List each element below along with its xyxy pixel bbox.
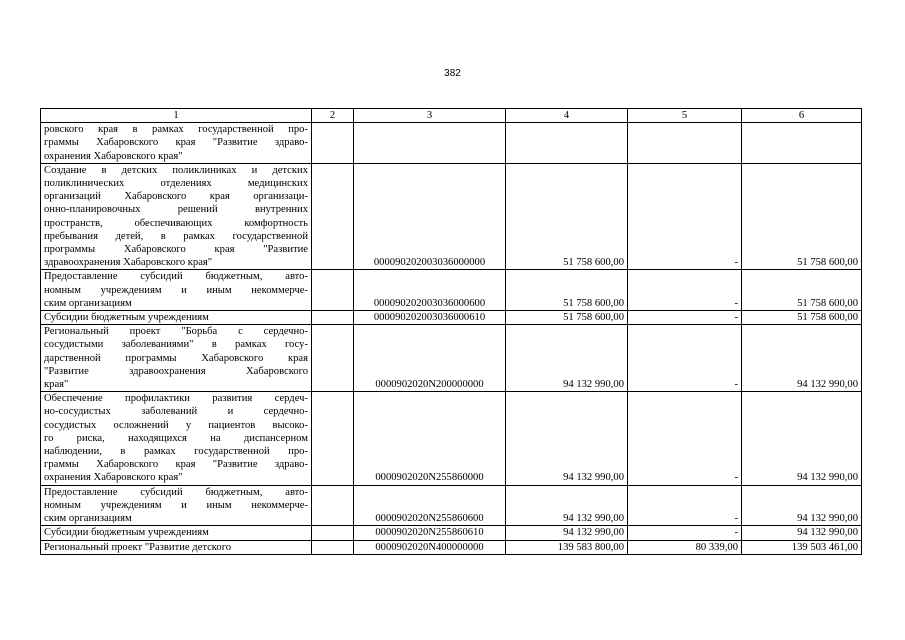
table-row — [41, 540, 862, 554]
description-line: Обеспечение профилактики развития сердеч- — [44, 393, 308, 405]
description-line: граммы Хабаровского края "Развитие здраво- — [44, 137, 308, 149]
amount-column-6: 94 132 990,00 — [742, 485, 862, 526]
description-line: ским организациям — [44, 513, 132, 525]
description-line: Создание в детских поликлиниках и детских — [44, 164, 308, 176]
amount-column-4: 94 132 990,00 — [506, 485, 628, 526]
description-line: края" — [44, 379, 69, 391]
amount-column-5: - — [628, 526, 742, 540]
budget-code: 000090202003036000000 — [354, 163, 506, 270]
column-header: 6 — [742, 109, 862, 123]
column-header: 2 — [312, 109, 354, 123]
row-description — [41, 311, 312, 325]
budget-code: 000090202003036000600 — [354, 270, 506, 311]
column-header: 3 — [354, 109, 506, 123]
description-line: "Развитие здравоохранения Хабаровского — [44, 365, 308, 377]
column-2-cell — [312, 311, 354, 325]
amount-column-5 — [628, 123, 742, 164]
row-description — [41, 392, 312, 485]
description-line: ровского края в рамках государственной про- — [44, 124, 308, 136]
amount-column-4: 94 132 990,00 — [506, 392, 628, 485]
table-row — [41, 392, 862, 485]
description-line: наблюдении, в рамках государственной про- — [44, 446, 308, 458]
description-line: пребывания детей, в рамках государственной — [44, 230, 308, 242]
column-2-cell — [312, 526, 354, 540]
row-description — [41, 540, 312, 554]
column-header: 1 — [41, 109, 312, 123]
page-number: 382 — [444, 68, 461, 79]
description-line: граммы Хабаровского края "Развитие здраво- — [44, 459, 308, 471]
budget-code — [354, 123, 506, 164]
description-line: номным учреждениям и иным некоммерче- — [44, 284, 308, 296]
amount-column-4: 51 758 600,00 — [506, 270, 628, 311]
amount-column-6: 94 132 990,00 — [742, 392, 862, 485]
table-row — [41, 311, 862, 325]
description-line: организаций Хабаровского края организаци- — [44, 191, 308, 203]
description-line: программы Хабаровского края "Развитие — [44, 244, 308, 256]
amount-column-4: 94 132 990,00 — [506, 325, 628, 392]
table-row — [41, 325, 862, 392]
column-2-cell — [312, 540, 354, 554]
budget-code: 0000902020N255860600 — [354, 485, 506, 526]
table-row — [41, 526, 862, 540]
column-2-cell — [312, 485, 354, 526]
amount-column-4: 51 758 600,00 — [506, 311, 628, 325]
row-description — [41, 325, 312, 392]
budget-code: 000090202003036000610 — [354, 311, 506, 325]
description-line: сосудистых осложнений у пациентов высоко- — [44, 419, 308, 431]
table-row — [41, 123, 862, 164]
amount-column-5: - — [628, 485, 742, 526]
amount-column-5: 80 339,00 — [628, 540, 742, 554]
description-line: ским организациям — [44, 297, 132, 309]
column-2-cell — [312, 270, 354, 311]
amount-column-6: 94 132 990,00 — [742, 526, 862, 540]
table-row — [41, 485, 862, 526]
description-line: го риска, находящихся на диспансерном — [44, 432, 308, 444]
row-description — [41, 485, 312, 526]
column-header: 4 — [506, 109, 628, 123]
description-line: номным учреждениям и иным некоммерче- — [44, 499, 308, 511]
budget-code: 0000902020N255860000 — [354, 392, 506, 485]
description-line: но-сосудистых заболеваний и сердечно- — [44, 406, 308, 418]
column-2-cell — [312, 163, 354, 270]
column-header: 5 — [628, 109, 742, 123]
description-line: здравоохранения Хабаровского края" — [44, 257, 213, 269]
table-row — [41, 270, 862, 311]
amount-column-6: 51 758 600,00 — [742, 163, 862, 270]
column-2-cell — [312, 392, 354, 485]
description-line: дарственной программы Хабаровского края — [44, 352, 308, 364]
amount-column-5: - — [628, 392, 742, 485]
budget-code: 0000902020N255860610 — [354, 526, 506, 540]
column-2-cell — [312, 325, 354, 392]
amount-column-4: 51 758 600,00 — [506, 163, 628, 270]
description-line: Предоставление субсидий бюджетным, авто- — [44, 271, 308, 283]
row-description — [41, 526, 312, 540]
description-line: охранения Хабаровского края" — [44, 150, 183, 162]
budget-code: 0000902020N200000000 — [354, 325, 506, 392]
amount-column-4: 94 132 990,00 — [506, 526, 628, 540]
amount-column-5: - — [628, 325, 742, 392]
description-line: Предоставление субсидий бюджетным, авто- — [44, 486, 308, 498]
description-line: онно-планировочных решений внутренних — [44, 204, 308, 216]
description-line: сосудистыми заболеваниями" в рамках госу- — [44, 339, 308, 351]
budget-table — [40, 108, 862, 555]
amount-column-6: 51 758 600,00 — [742, 270, 862, 311]
amount-column-4: 139 583 800,00 — [506, 540, 628, 554]
column-2-cell — [312, 123, 354, 164]
description-line: Региональный проект "Развитие детского — [44, 541, 232, 553]
description-line: Региональный проект "Борьба с сердечно- — [44, 326, 308, 338]
amount-column-6: 94 132 990,00 — [742, 325, 862, 392]
description-line: Субсидии бюджетным учреждениям — [44, 312, 209, 324]
description-line: поликлинических отделениях медицинских — [44, 178, 308, 190]
table-row — [41, 163, 862, 270]
amount-column-6 — [742, 123, 862, 164]
amount-column-6: 51 758 600,00 — [742, 311, 862, 325]
description-line: охранения Хабаровского края" — [44, 472, 183, 484]
row-description — [41, 270, 312, 311]
amount-column-5: - — [628, 270, 742, 311]
description-line: Субсидии бюджетным учреждениям — [44, 527, 209, 539]
row-description — [41, 123, 312, 164]
column-number-row — [41, 109, 862, 123]
amount-column-4 — [506, 123, 628, 164]
amount-column-6: 139 503 461,00 — [742, 540, 862, 554]
row-description — [41, 163, 312, 270]
budget-code: 0000902020N400000000 — [354, 540, 506, 554]
amount-column-5: - — [628, 311, 742, 325]
description-line: пространств, обеспечивающих комфортность — [44, 217, 308, 229]
amount-column-5: - — [628, 163, 742, 270]
